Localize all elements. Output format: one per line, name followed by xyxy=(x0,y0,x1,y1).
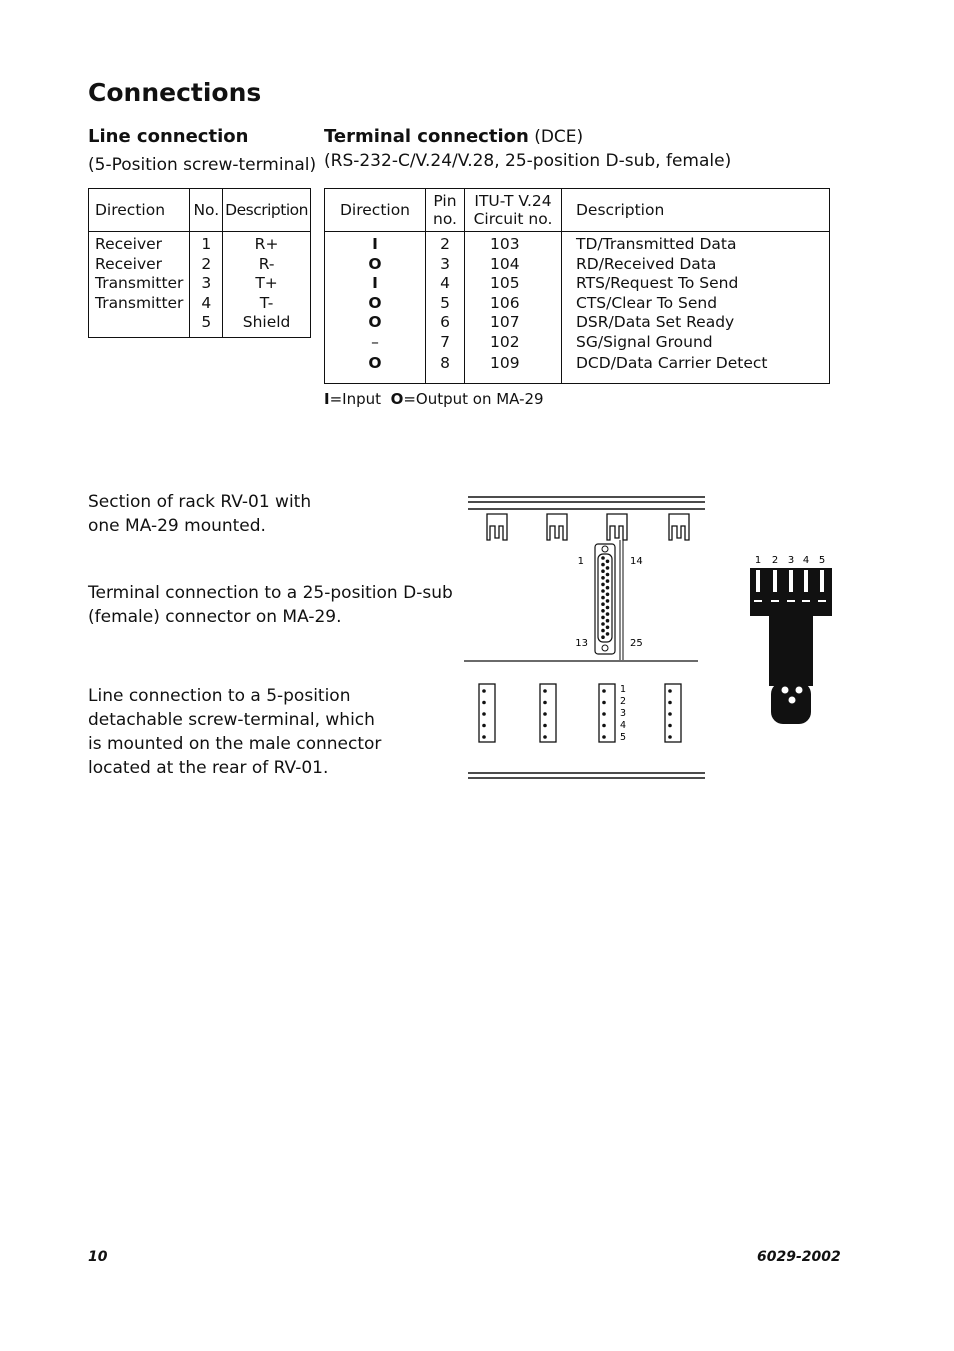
caption-line: Terminal connection to a 25-position D-sub xyxy=(88,583,453,603)
terminal-screw xyxy=(543,724,547,728)
dsub-pin xyxy=(606,573,610,577)
dsub-pin-label: 1 xyxy=(577,556,584,567)
table-cell: 5 xyxy=(201,313,212,331)
dsub-pin xyxy=(601,563,605,567)
table-cell: Transmitter xyxy=(95,274,184,292)
caption-line: one MA-29 mounted. xyxy=(88,516,266,536)
plug-pin-label: 3 xyxy=(787,555,795,566)
table-cell: RD/Received Data xyxy=(576,254,717,273)
terminal-screw xyxy=(668,724,672,728)
rack-clips xyxy=(487,514,689,540)
header-direction: Direction xyxy=(325,189,426,232)
table-cell: 107 xyxy=(490,313,520,331)
dsub-pin xyxy=(601,589,605,593)
header-description: Description xyxy=(223,189,311,232)
dsub-pin xyxy=(601,602,605,606)
table-cell: 2 xyxy=(201,254,212,273)
dsub-pin xyxy=(601,556,605,560)
table-cell: Transmitter xyxy=(95,293,184,312)
dsub-pin xyxy=(606,606,610,610)
terminal-screw xyxy=(668,712,672,716)
header-itu-circuit-text: ITU-T V.24 Circuit no. xyxy=(473,192,553,228)
table-cell: 5 xyxy=(440,293,450,312)
caption-line: is mounted on the male connector xyxy=(88,734,382,754)
terminal-pin-label: 3 xyxy=(620,708,627,719)
table-cell: 102 xyxy=(490,332,520,351)
table-cell: – xyxy=(371,332,379,351)
dsub-pin xyxy=(601,622,605,626)
table-cell: O xyxy=(368,254,382,273)
dsub-pin xyxy=(606,632,610,636)
table-cell: I xyxy=(372,235,378,253)
table-cell: Receiver xyxy=(95,235,163,253)
line-connection-subheading: (5-Position screw-terminal) xyxy=(88,155,317,175)
dsub-pin xyxy=(601,576,605,580)
table-cell: R+ xyxy=(254,235,279,253)
terminal-screw xyxy=(668,701,672,705)
header-description: Description xyxy=(562,189,830,232)
dsub-pin xyxy=(606,560,610,564)
direction-column xyxy=(89,232,190,338)
plug-pin-label: 2 xyxy=(771,555,779,566)
plug-pin-label: 4 xyxy=(802,555,810,566)
dsub-pin xyxy=(606,579,610,583)
page-number: 10 xyxy=(88,1249,108,1265)
screw-terminal-caption xyxy=(88,684,381,780)
description-column xyxy=(562,232,830,384)
header-no: No. xyxy=(190,189,223,232)
terminal-heading-bold: Terminal connection xyxy=(324,126,529,147)
no-column xyxy=(190,232,223,338)
dsub-pin-label: 14 xyxy=(630,556,643,567)
dsub-pin xyxy=(606,619,610,623)
legend-output-symbol: O xyxy=(390,390,404,408)
table-cell: T+ xyxy=(255,274,278,292)
dsub-pin xyxy=(601,629,605,633)
terminal-screw xyxy=(482,724,486,728)
table-cell: O xyxy=(368,293,382,312)
table-cell: 2 xyxy=(440,235,450,253)
table-cell: Receiver xyxy=(95,254,163,273)
terminal-screw xyxy=(602,689,606,693)
dsub-pin xyxy=(606,599,610,603)
caption-line: Line connection to a 5-position xyxy=(88,686,351,706)
plug-pin-label: 5 xyxy=(818,555,826,566)
table-cell: CTS/Clear To Send xyxy=(576,293,718,312)
table-cell: 6 xyxy=(440,313,450,331)
terminal-screw xyxy=(482,689,486,693)
dsub-pin xyxy=(601,635,605,639)
table-cell: O xyxy=(368,313,382,331)
screw-terminals xyxy=(479,684,681,742)
caption-line: detachable screw-terminal, which xyxy=(88,710,375,730)
page-title: Connections xyxy=(88,78,262,107)
line-connection-heading: Line connection xyxy=(88,126,249,147)
rack-diagram xyxy=(460,492,710,784)
terminal-connection-heading xyxy=(324,126,583,147)
terminal-screw xyxy=(543,701,547,705)
terminal-heading-rest: (DCE) xyxy=(528,127,584,147)
table-cell: DCD/Data Carrier Detect xyxy=(576,354,768,372)
table-cell: RTS/Request To Send xyxy=(576,274,739,292)
terminal-screw xyxy=(602,724,606,728)
plug-pin-label: 1 xyxy=(754,555,762,566)
table-cell: 8 xyxy=(440,354,450,372)
table-cell: SG/Signal Ground xyxy=(576,332,713,351)
screw-terminal-plug xyxy=(745,550,837,730)
table-cell: 106 xyxy=(490,293,520,312)
terminal-screw xyxy=(543,689,547,693)
terminal-pin-label: 2 xyxy=(620,696,627,707)
dsub-pin xyxy=(601,616,605,620)
dsub-caption xyxy=(88,581,453,629)
terminal-pin-label: 4 xyxy=(620,720,627,731)
terminal-screw xyxy=(668,689,672,693)
terminal-screw xyxy=(602,701,606,705)
terminal-screw xyxy=(668,735,672,739)
dsub-pin xyxy=(606,612,610,616)
io-legend xyxy=(324,390,544,408)
dsub-pin xyxy=(606,566,610,570)
dsub-pin-label: 13 xyxy=(575,638,588,649)
table-cell: TD/Transmitted Data xyxy=(576,235,737,253)
terminal-screw xyxy=(482,701,486,705)
terminal-connection-table xyxy=(324,188,830,384)
table-cell: 109 xyxy=(490,354,520,372)
description-column xyxy=(223,232,311,338)
table-cell: 4 xyxy=(201,293,212,312)
table-cell: Shield xyxy=(242,313,291,331)
table-cell: 1 xyxy=(201,235,212,253)
terminal-connection-subheading: (RS-232-C/V.24/V.28, 25-position D-sub, female) xyxy=(324,151,732,171)
table-cell: 103 xyxy=(490,235,520,253)
table-cell: 4 xyxy=(440,274,450,292)
dsub-pin xyxy=(606,586,610,590)
dsub-pin-label: 25 xyxy=(630,638,643,649)
table-cell: 3 xyxy=(440,254,450,273)
table-cell: O xyxy=(368,354,382,372)
caption-line: located at the rear of RV-01. xyxy=(88,758,329,778)
table-cell: I xyxy=(372,274,378,292)
dsub-pin xyxy=(601,569,605,573)
header-direction: Direction xyxy=(89,189,190,232)
dsub-pin xyxy=(606,593,610,597)
dsub-connector xyxy=(595,544,615,654)
legend-input-text: =Input xyxy=(329,390,382,408)
table-cell: T- xyxy=(259,293,274,312)
table-cell: 7 xyxy=(440,332,450,351)
dsub-pin xyxy=(601,596,605,600)
pin-column xyxy=(426,232,465,384)
document-number: 6029-2002 xyxy=(757,1249,841,1265)
terminal-screw xyxy=(543,712,547,716)
legend-input-symbol: I xyxy=(324,390,330,408)
header-itu-circuit xyxy=(465,189,562,232)
table-cell: 105 xyxy=(490,274,520,292)
header-pin-no-text: Pin no. xyxy=(433,192,457,228)
direction-column xyxy=(325,232,426,384)
terminal-screw xyxy=(602,735,606,739)
legend-output-text: =Output on MA-29 xyxy=(403,390,544,408)
terminal-pin-label: 5 xyxy=(620,732,627,743)
terminal-screw xyxy=(482,712,486,716)
table-cell: 3 xyxy=(201,274,212,292)
rack-caption xyxy=(88,490,311,538)
dsub-pin xyxy=(601,609,605,613)
dsub-pin xyxy=(606,626,610,630)
table-cell: 104 xyxy=(490,254,520,273)
terminal-screw xyxy=(482,735,486,739)
terminal-screw xyxy=(543,735,547,739)
line-connection-table xyxy=(88,188,311,338)
caption-line: Section of rack RV-01 with xyxy=(88,492,312,512)
caption-line: (female) connector on MA-29. xyxy=(88,607,342,627)
dsub-pin xyxy=(601,583,605,587)
header-pin-no xyxy=(426,189,465,232)
circuit-column xyxy=(465,232,562,384)
terminal-screw xyxy=(602,712,606,716)
table-cell: DSR/Data Set Ready xyxy=(576,313,735,331)
terminal-pin-label: 1 xyxy=(620,684,627,695)
table-cell: R- xyxy=(258,254,275,273)
